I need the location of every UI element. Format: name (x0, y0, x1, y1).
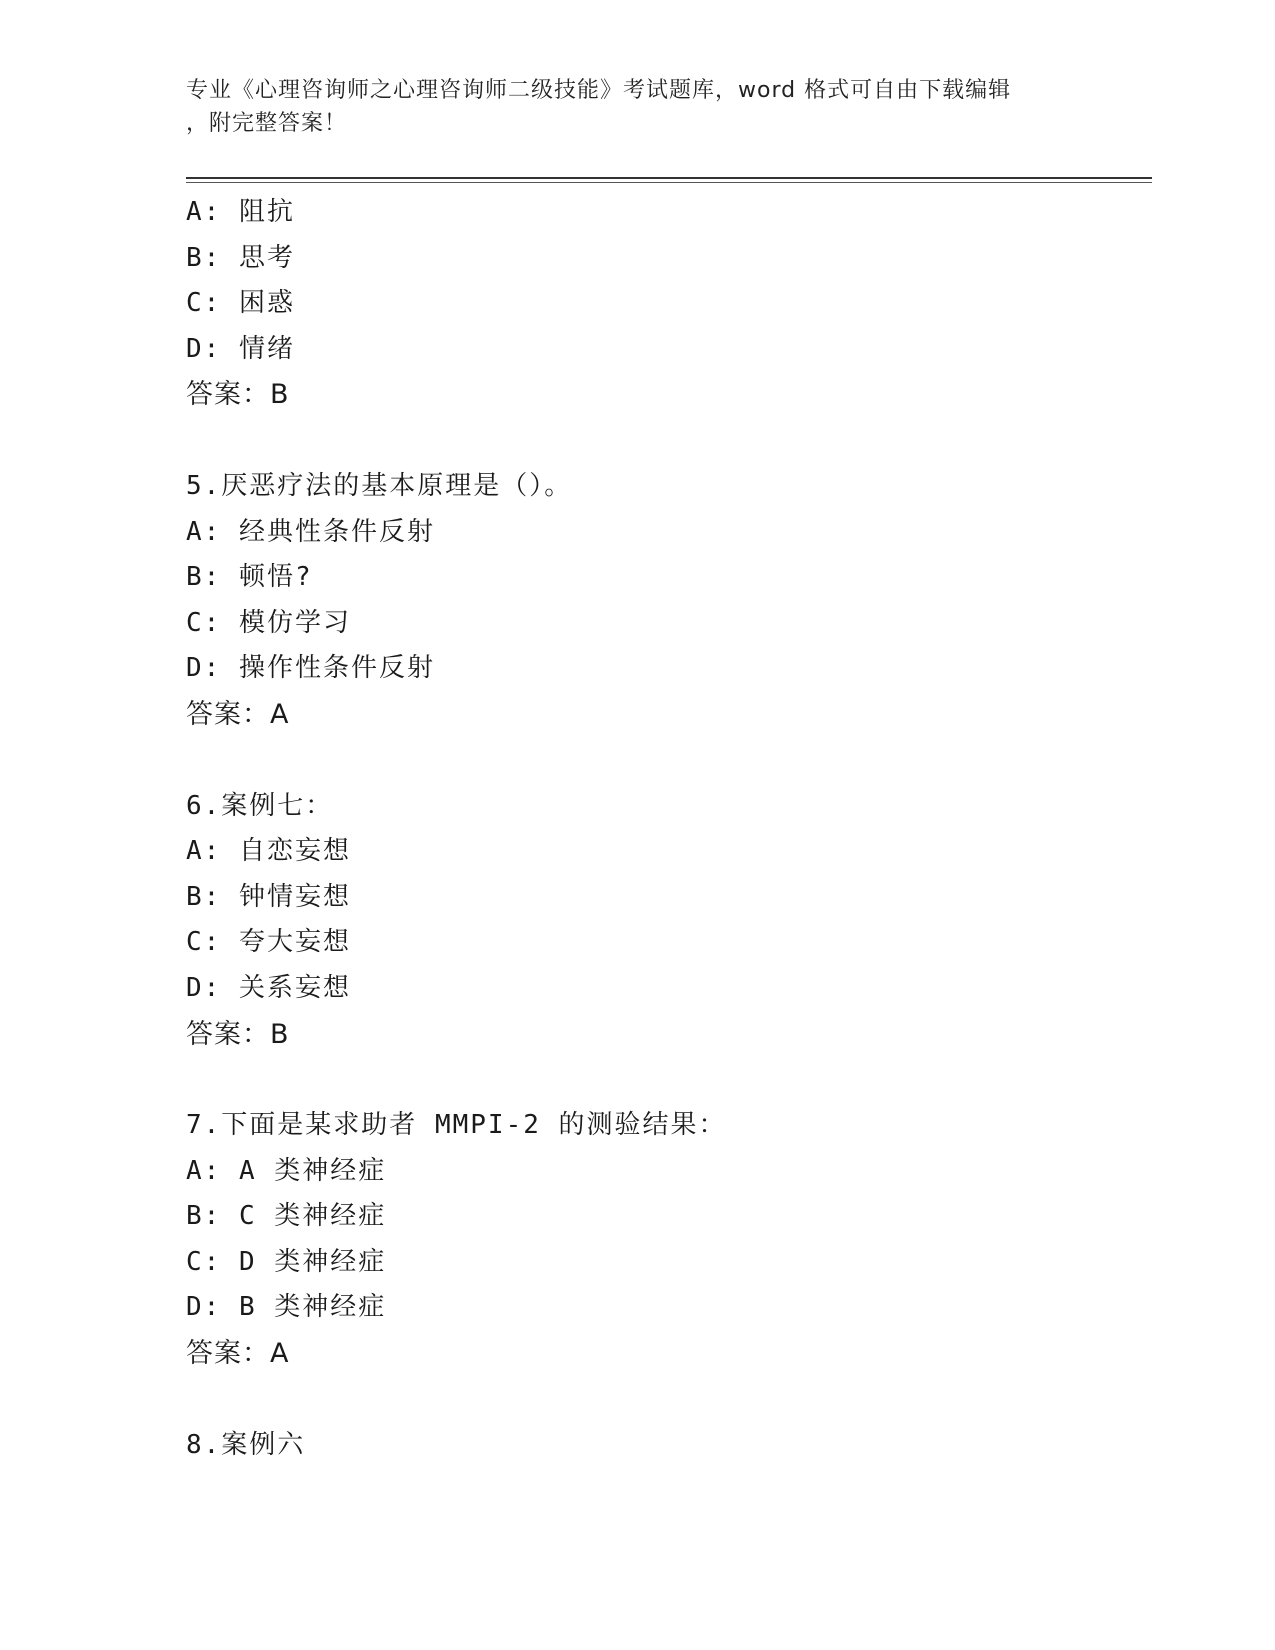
spacer (186, 738, 1146, 784)
option-c: C: D 类神经症 (186, 1246, 387, 1277)
spacer (186, 1057, 1146, 1103)
question-list (186, 190, 1146, 1468)
option-c: C: 困惑 (186, 288, 295, 319)
header-title-line-2: ，附完整答案！ (186, 111, 348, 136)
answer-line: 答案：A (186, 698, 290, 730)
option-a: A: 自恋妄想 (186, 836, 351, 867)
header-title-line-1: 专业《心理咨询师之心理咨询师二级技能》考试题库，word 格式可自由下载编辑 (186, 78, 1012, 103)
question-stem: 7.下面是某求助者 MMPI-2 的测验结果： (186, 1110, 727, 1141)
document-header (186, 74, 1086, 140)
option-b: B: 钟情妄想 (186, 881, 351, 912)
option-a: A: 经典性条件反射 (186, 516, 435, 547)
header-divider-thick (186, 177, 1152, 179)
option-b: B: 顿悟? (186, 562, 313, 593)
question-4 (186, 190, 1146, 418)
spacer (186, 418, 1146, 464)
question-7 (186, 1103, 1146, 1377)
option-b: B: 思考 (186, 242, 295, 273)
option-b: B: C 类神经症 (186, 1201, 387, 1232)
option-d: D: 操作性条件反射 (186, 653, 435, 684)
option-a: A: A 类神经症 (186, 1155, 387, 1186)
header-divider-thin (186, 182, 1152, 183)
question-stem: 6.案例七： (186, 790, 334, 821)
option-d: D: 关系妄想 (186, 972, 351, 1003)
spacer (186, 1377, 1146, 1423)
answer-line: 答案：A (186, 1338, 290, 1370)
question-5 (186, 464, 1146, 738)
answer-line: 答案：B (186, 1018, 290, 1050)
option-d: D: B 类神经症 (186, 1292, 387, 1323)
option-c: C: 模仿学习 (186, 607, 351, 638)
option-a: A: 阻抗 (186, 197, 295, 227)
question-stem: 8.案例六 (186, 1429, 306, 1460)
answer-line: 答案：B (186, 379, 290, 411)
option-c: C: 夸大妄想 (186, 927, 351, 958)
question-8 (186, 1423, 1146, 1469)
option-d: D: 情绪 (186, 333, 295, 364)
question-6 (186, 784, 1146, 1058)
question-stem: 5.厌恶疗法的基本原理是（）。 (186, 470, 573, 501)
